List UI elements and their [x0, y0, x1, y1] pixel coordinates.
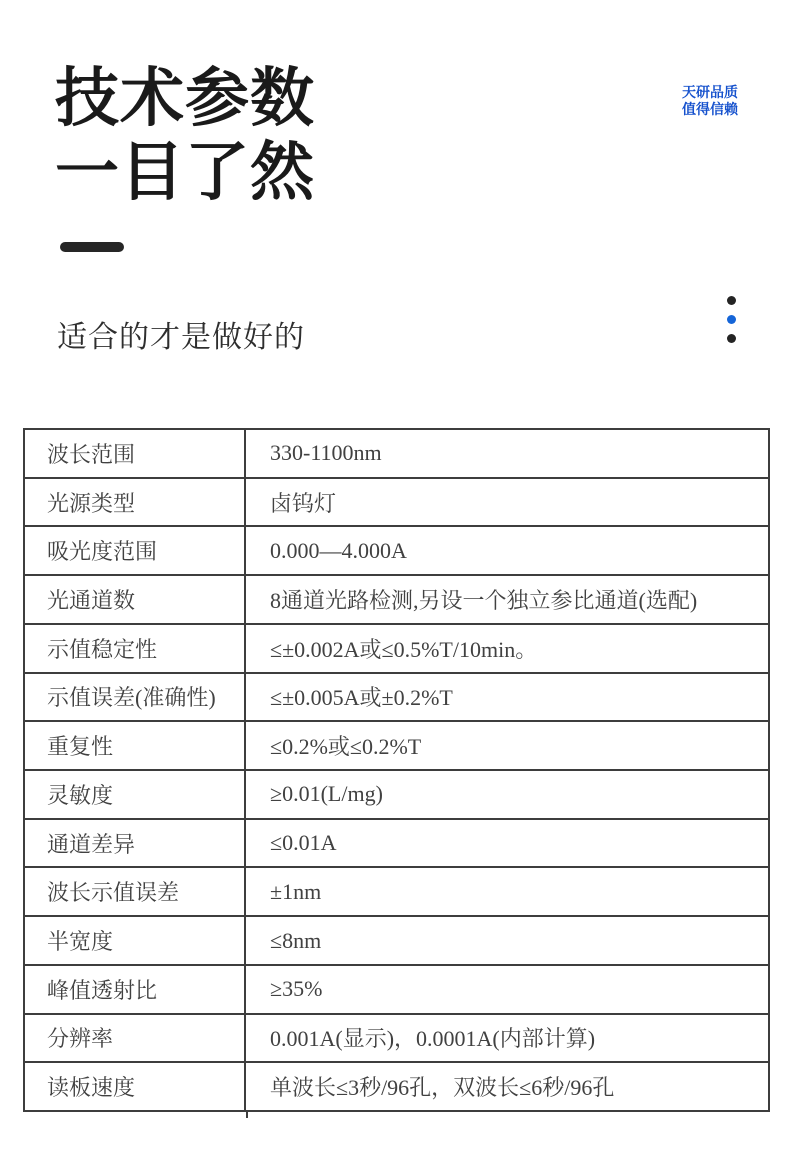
spec-value: ≤8nm	[270, 927, 322, 953]
spec-value: ≤±0.005A或±0.2%T	[270, 685, 453, 711]
table-row	[25, 525, 768, 574]
table-row	[25, 866, 768, 915]
brand-slogan	[682, 84, 738, 118]
table-row	[25, 1061, 768, 1110]
spec-label: 读板速度	[25, 1063, 246, 1110]
spec-label: 通道差异	[25, 820, 246, 867]
spec-value: 330-1100nm	[270, 440, 382, 466]
table-row	[25, 818, 768, 867]
spec-label: 吸光度范围	[25, 527, 246, 574]
table-row	[25, 769, 768, 818]
table-row	[25, 672, 768, 721]
table-divider-stub	[246, 1112, 248, 1118]
decor-dot-dark	[727, 296, 736, 305]
spec-label: 灵敏度	[25, 771, 246, 818]
spec-label: 峰值透射比	[25, 966, 246, 1013]
page-title-line1: 技术参数	[55, 63, 315, 134]
spec-label: 光通道数	[25, 576, 246, 623]
page-title-line2: 一目了然	[55, 137, 315, 208]
page-subtitle: 适合的才是做好的	[57, 321, 305, 354]
spec-value: ≥0.01(L/mg)	[270, 781, 383, 807]
decor-dot-dark	[727, 334, 736, 343]
brand-slogan-line2: 值得信赖	[682, 101, 738, 117]
spec-value: 0.001A(显示)，0.0001A(内部计算)	[270, 1026, 596, 1052]
brand-slogan-line1: 天研品质	[682, 84, 738, 100]
spec-table	[23, 428, 770, 1112]
spec-value: ≤0.01A	[270, 830, 337, 856]
spec-label: 光源类型	[25, 479, 246, 526]
spec-value: ≥35%	[270, 976, 323, 1002]
spec-label: 重复性	[25, 722, 246, 769]
table-row	[25, 623, 768, 672]
table-row	[25, 964, 768, 1013]
spec-label: 波长示值误差	[25, 868, 246, 915]
title-underline-dash	[60, 242, 124, 252]
page-title	[55, 62, 315, 210]
spec-value: ≤0.2%或≤0.2%T	[270, 734, 422, 760]
table-row	[25, 574, 768, 623]
spec-label: 波长范围	[25, 430, 246, 477]
decor-dot-column	[727, 296, 736, 343]
table-row	[25, 1013, 768, 1062]
spec-value: 8通道光路检测,另设一个独立参比通道(选配)	[270, 588, 698, 614]
spec-value: ±1nm	[270, 878, 322, 904]
table-row	[25, 915, 768, 964]
spec-value: 0.000—4.000A	[270, 537, 407, 563]
table-row	[25, 720, 768, 769]
spec-value: 卤钨灯	[270, 490, 337, 516]
spec-label: 分辨率	[25, 1015, 246, 1062]
spec-label: 半宽度	[25, 917, 246, 964]
spec-label: 示值误差(准确性)	[25, 674, 246, 721]
spec-value: 单波长≤3秒/96孔，双波长≤6秒/96孔	[270, 1075, 615, 1101]
table-row	[25, 430, 768, 477]
decor-dot-blue	[727, 315, 736, 324]
spec-value: ≤±0.002A或≤0.5%T/10min。	[270, 636, 538, 662]
table-row	[25, 477, 768, 526]
spec-label: 示值稳定性	[25, 625, 246, 672]
